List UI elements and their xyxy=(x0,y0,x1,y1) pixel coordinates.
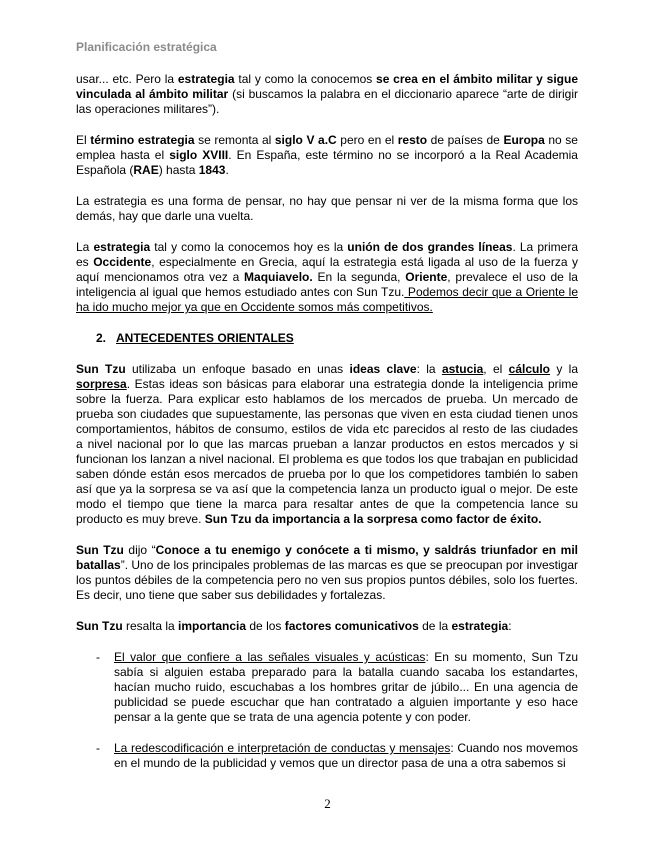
section-heading xyxy=(76,331,578,346)
text-bold: siglo XVIII xyxy=(169,148,229,162)
text-bold: término estrategia xyxy=(90,133,195,147)
text: . La primera es xyxy=(76,240,579,269)
text-bold: Conoce a tu enemigo y conócete a ti mismo, y saldrás triunfador en mil batallas xyxy=(76,543,578,572)
page-number: 2 xyxy=(324,796,331,811)
paragraph-7 xyxy=(76,619,578,634)
paragraph-3: La estrategia es una forma de pensar, no hay que pensar ni ver de la misma forma que los demás, hay que darle una vuelta. xyxy=(76,194,578,223)
text: utilizaba un enfoque basado en unas xyxy=(125,362,350,376)
text-bold: Occidente xyxy=(93,255,152,269)
text: de los xyxy=(246,619,285,633)
text: ”. Uno de los principales problemas de las marcas es que se preocupan por investigar los puntos débiles de la competencia pero no ven sus propios puntos débiles, solo los fuertes. Es decir, uno tiene que saber sus debilidades y fortalezas. xyxy=(76,558,578,602)
text-bold: importancia xyxy=(178,619,247,633)
text: . xyxy=(225,163,229,177)
text-bold: factores comunicativos xyxy=(284,619,419,633)
text: . En España, este término no se incorporó a la Real Academia Española ( xyxy=(76,148,578,177)
text: En la segunda, xyxy=(312,270,406,284)
text-underlined: Podemos decir que a Oriente le ha ido mucho mejor ya que en Occidente somos más competitivos. xyxy=(76,285,578,314)
text-bold-underlined: astucia xyxy=(441,362,484,376)
text: ) hasta xyxy=(158,163,199,177)
running-header: Planificación estratégica xyxy=(76,40,217,54)
text: de países de xyxy=(427,133,504,147)
text-bold-underlined: sorpresa xyxy=(76,377,127,391)
text: El xyxy=(76,133,91,147)
text: : xyxy=(508,619,512,633)
text: pero en el xyxy=(336,133,398,147)
text: tal y como la conocemos hoy es la xyxy=(150,240,348,254)
section-title: ANTECEDENTES ORIENTALES xyxy=(116,331,294,345)
text: no se emplea hasta el xyxy=(76,133,578,162)
text-bold: ideas clave xyxy=(349,362,417,376)
paragraph-5 xyxy=(76,362,578,527)
paragraph-2 xyxy=(76,133,578,178)
text: , el xyxy=(483,362,509,376)
section-number: 2. xyxy=(96,331,107,345)
text: , especialmente en Grecia, aquí la estrategia está ligada al uso de la fuerza y aquí mencionamos otra vez a xyxy=(76,255,579,284)
text: se remonta al xyxy=(194,133,275,147)
text: , prevalece el uso de la inteligencia al igual que hemos estudiado antes con Sun Tzu. xyxy=(76,270,578,299)
list-dash: - xyxy=(96,650,100,664)
factors-list xyxy=(76,650,578,771)
text-bold: Sun Tzu xyxy=(76,543,124,557)
paragraph-6 xyxy=(76,543,578,603)
text-bold: Oriente xyxy=(405,270,448,284)
text: tal y como la conocemos xyxy=(234,72,377,86)
list-item xyxy=(76,650,578,725)
text: . Estas ideas son básicas para elaborar una estrategia donde la inteligencia prime sobre la fuerza. Para explicar esto hablamos de los mercados de prueba. Un mercado de prueba son ciudades que supuestamente, las personas que viven en esta ciudad tienen unos comportamientos, hábitos de consumo, estilos de vida etc parecidos al resto de las ciudades a nivel nacional por lo que las marcas prueban a lanzar productos en estos mercados y si funcionan los lanzan a nivel nacional. El problema es que todos los que trabajan en publicidad saben dónde están esos mercados de prueba por lo que los competidores también lo saben así que ya la sorpresa se va así que la competencia lanza un producto igual o mejor. De este modo el tiempo que tiene la marca para resaltar antes de que la competencia lance su producto es muy breve. xyxy=(76,377,578,526)
text: de la xyxy=(418,619,452,633)
text-bold: estrategia xyxy=(177,72,235,86)
text: usar... etc. Pero la xyxy=(76,72,178,86)
text-bold: estrategia xyxy=(451,619,509,633)
list-item-title: La redescodificación e interpretación de conductas y mensajes xyxy=(114,741,451,755)
text-bold: Sun Tzu xyxy=(76,619,123,633)
text-bold: siglo V a.C xyxy=(274,133,337,147)
text: dijo “ xyxy=(123,543,156,557)
list-item-text: : Cuando nos movemos en el mundo de la publicidad y vemos que un director pasa de una a otra sabemos si xyxy=(114,741,578,770)
paragraph-1 xyxy=(76,72,578,117)
text: : la xyxy=(416,362,442,376)
list-item-text: : En su momento, Sun Tzu sabía si alguien estaba preparado para la batalla cuando sacaba los estandartes, hacían mucho ruido, escuchabas a los hombres gritar de júbilo... En una agencia de publicidad se puede escuchar que han contratado a alguien importante y eso hace pensar a la gente que se trata de una agencia potente y con poder. xyxy=(114,650,578,724)
text: y la xyxy=(550,362,579,376)
text-bold: Europa xyxy=(503,133,545,147)
text: La xyxy=(76,240,94,254)
text-bold: se crea en el ámbito militar y sigue vinculada al ámbito militar xyxy=(76,72,578,101)
list-dash: - xyxy=(96,741,100,755)
list-item-title: El valor que confiere a las señales visuales y acústicas xyxy=(114,650,426,664)
text-bold: estrategia xyxy=(93,240,151,254)
text: resalta la xyxy=(122,619,179,633)
text-bold: unión de dos grandes líneas xyxy=(347,240,513,254)
text-bold: RAE xyxy=(133,163,159,177)
list-item xyxy=(76,741,578,771)
text-bold: 1843 xyxy=(198,163,226,177)
text-bold: resto xyxy=(397,133,428,147)
text-bold-underlined: cálculo xyxy=(508,362,551,376)
text-bold: Sun Tzu xyxy=(76,362,126,376)
text: (si buscamos la palabra en el diccionario aparece “arte de dirigir las operaciones militares”). xyxy=(76,87,578,116)
text-bold: Sun Tzu da importancia a la sorpresa como factor de éxito. xyxy=(204,512,542,526)
document-body xyxy=(76,72,578,787)
paragraph-4 xyxy=(76,240,578,315)
text-bold: Maquiavelo. xyxy=(244,270,313,284)
